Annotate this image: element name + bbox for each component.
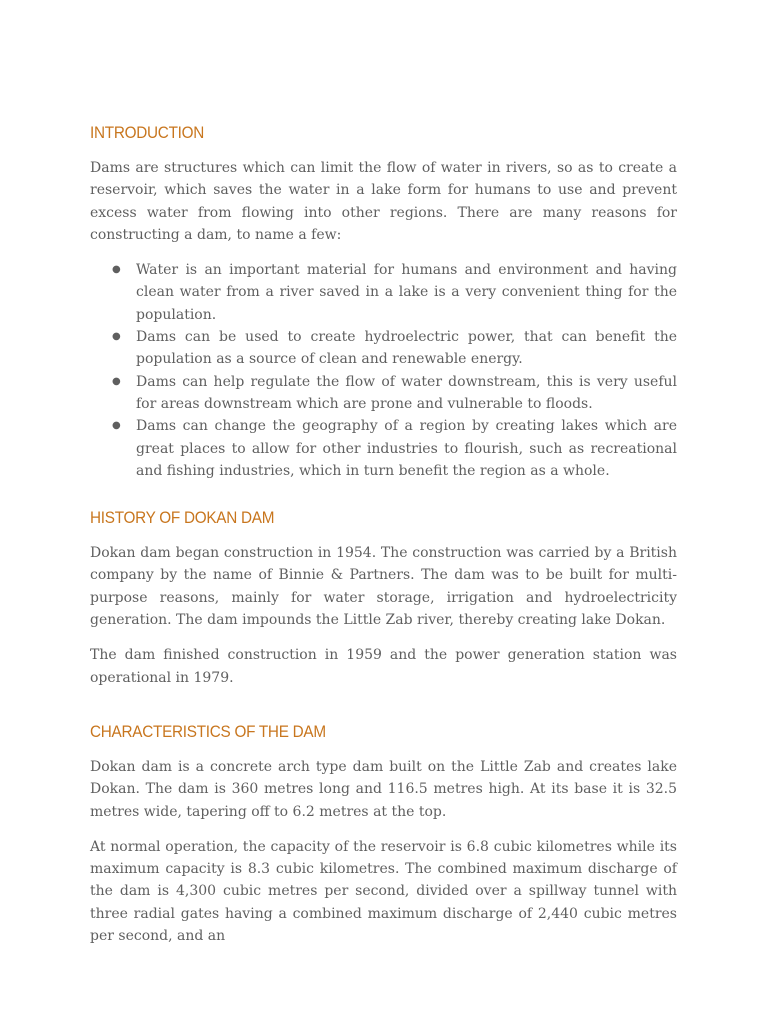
list-item bbox=[112, 259, 677, 326]
bullet-icon: ● bbox=[112, 264, 121, 276]
list-item-text: Dams can be used to create hydroelectric power, that can benefit the population as a source of clean and renewable energy. bbox=[136, 329, 677, 368]
reasons-list bbox=[90, 259, 677, 482]
intro-paragraph: Dams are structures which can limit the flow of water in rivers, so as to create a reservoir, which saves the water in a lake form for humans to use and prevent excess water from flowing into other regions. There are many reasons for constructing a dam, to name a few: bbox=[90, 160, 677, 243]
list-item bbox=[112, 326, 677, 371]
history-paragraph: The dam finished construction in 1959 and the power generation station was operational in 1979. bbox=[90, 647, 677, 686]
document-page bbox=[90, 120, 677, 960]
characteristics-paragraph: At normal operation, the capacity of the reservoir is 6.8 cubic kilometres while its maximum capacity is 8.3 cubic kilometres. The combined maximum discharge of the dam is 4,300 cubic metres per second, divided over a spillway tunnel with three radial gates having a combined maximum discharge of 2,440 cubic metres per second, and an bbox=[90, 838, 677, 945]
list-item bbox=[112, 415, 677, 482]
section-heading-introduction: INTRODUCTION bbox=[90, 123, 205, 142]
bullet-icon: ● bbox=[112, 420, 121, 432]
characteristics-paragraph: Dokan dam is a concrete arch type dam built on the Little Zab and creates lake Dokan. The dam is 360 metres long and 116.5 metres high. At its base it is 32.5 metres wide, tapering off to 6.2 metres at the top. bbox=[90, 758, 677, 820]
list-item-text: Water is an important material for humans and environment and having clean water from a river saved in a lake is a very convenient thing for the population. bbox=[136, 262, 677, 323]
section-heading-characteristics: CHARACTERISTICS OF THE DAM bbox=[90, 721, 326, 741]
history-paragraph: Dokan dam began construction in 1954. The construction was carried by a British company by the name of Binnie & Partners. The dam was to be built for multi-purpose reasons, mainly for water storage, irrigation and hydroelectricity generation. The dam impounds the Little Zab river, thereby creating lake Dokan. bbox=[90, 545, 677, 629]
section-heading-history: HISTORY OF DOKAN DAM bbox=[90, 508, 275, 528]
list-item-text: Dams can change the geography of a region by creating lakes which are great places to allow for other industries to flourish, such as recreational and fishing industries, which in turn benefit the region as a whole. bbox=[136, 418, 677, 479]
bullet-icon: ● bbox=[112, 331, 121, 343]
list-item-text: Dams can help regulate the flow of water downstream, this is very useful for areas downstream which are prone and vulnerable to floods. bbox=[136, 373, 677, 412]
section-spacer bbox=[90, 702, 677, 719]
list-item bbox=[112, 371, 677, 416]
bullet-icon: ● bbox=[112, 375, 121, 387]
